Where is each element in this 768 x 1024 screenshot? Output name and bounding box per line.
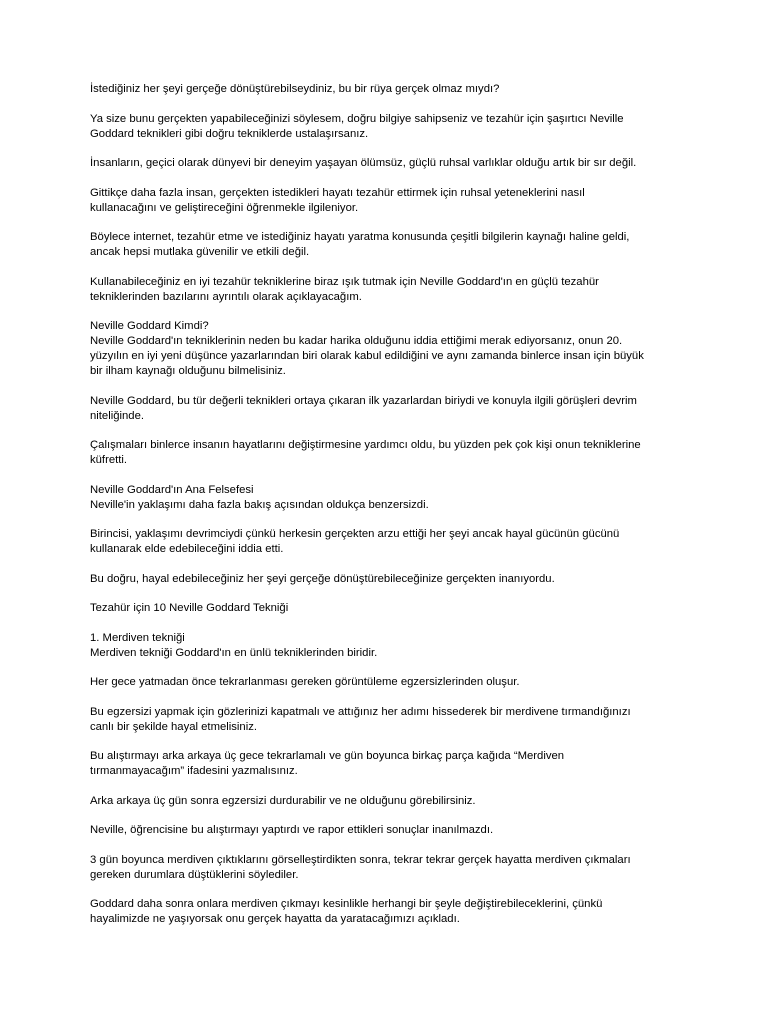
text-line: hayalimizde ne yaşıyorsak onu gerçek hayatta da yaratacağımızı açıkladı.	[90, 913, 460, 925]
paragraph	[90, 675, 680, 690]
paragraph	[90, 186, 680, 216]
text-line: Neville, öğrencisine bu alıştırmayı yaptırdı ve rapor ettikleri sonuçlar inanılmazdı.	[90, 824, 494, 836]
paragraph	[90, 749, 680, 779]
text-line: canlı bir şekilde hayal etmelisiniz.	[90, 720, 258, 733]
text-line: Ya size bunu gerçekten yapabileceğinizi söylesem, doğru bilgiye sahipseniz ve tezahür için şaşırtıcı Neville	[90, 112, 624, 125]
document-page	[90, 82, 680, 942]
text-line: Çalışmaları binlerce insanın hayatlarını değiştirmesine yardımcı oldu, bu yüzden pek çok kişi onun tekniklerine	[90, 439, 641, 451]
text-line: kullanarak elde edebileceğini iddia etti.	[90, 543, 284, 555]
paragraph	[90, 527, 680, 557]
text-line: gereken durumlara düştüklerini söylediler.	[90, 868, 299, 881]
paragraph	[90, 156, 680, 171]
text-line: küfretti.	[90, 454, 128, 466]
text-line: İstediğiniz her şeyi gerçeğe dönüştürebilseydiniz, bu bir rüya gerçek olmaz mıydı?	[90, 83, 500, 95]
text-line: Neville Goddard'ın Ana Felsefesi	[90, 483, 254, 496]
text-line: Goddard daha sonra onlara merdiven çıkmayı kesinlikle herhangi bir şeyle değiştirebileceklerini, çünkü	[90, 898, 603, 910]
paragraph	[90, 823, 680, 838]
text-line: İnsanların, geçici olarak dünyevi bir deneyim yaşayan ölümsüz, güçlü ruhsal varlıklar olduğu artık bir sır değil.	[90, 157, 637, 169]
text-line: Birincisi, yaklaşımı devrimciydi çünkü herkesin gerçekten arzu ettiği her şeyi ancak hayal gücünün gücünü	[90, 528, 620, 540]
text-line: 3 gün boyunca merdiven çıktıklarını görselleştirdikten sonra, tekrar tekrar gerçek hayatta merdiven çıkmaları	[90, 853, 631, 866]
text-line: Bu alıştırmayı arka arkaya üç gece tekrarlamalı ve gün boyunca birkaç parça kağıda “Merdiven	[90, 750, 565, 762]
text-line: Neville Goddard Kimdi?	[90, 320, 209, 332]
text-line: tırmanmayacağım” ifadesini yazmalısınız.	[90, 765, 298, 777]
text-line: kullanacağını ve geliştireceğini öğrenmekle ilgileniyor.	[90, 201, 359, 214]
text-line: Neville'in yaklaşımı daha fazla bakış açısından oldukça benzersizdi.	[90, 498, 429, 511]
paragraph	[90, 601, 680, 616]
paragraph	[90, 897, 680, 927]
paragraph	[90, 394, 680, 424]
paragraph	[90, 483, 680, 513]
paragraph	[90, 572, 680, 587]
text-line: bir ilham kaynağı olduğunu bilmelisiniz.	[90, 365, 286, 377]
text-line: tekniklerinden bazılarını ayrıntılı olarak açıklayacağım.	[90, 290, 362, 303]
text-line: 1. Merdiven tekniği	[90, 631, 185, 644]
text-line: Gittikçe daha fazla insan, gerçekten istedikleri hayatı tezahür ettirmek için ruhsal yeteneklerini nasıl	[90, 186, 585, 199]
text-line: Tezahür için 10 Neville Goddard Tekniği	[90, 602, 289, 614]
paragraph	[90, 275, 680, 305]
paragraph	[90, 705, 680, 735]
text-line: niteliğinde.	[90, 409, 145, 422]
text-line: Neville Goddard'ın tekniklerinin neden bu kadar harika olduğunu iddia ettiğimi merak ediyorsanız, onun 20.	[90, 335, 623, 347]
paragraph	[90, 438, 680, 468]
paragraph	[90, 319, 680, 379]
text-line: Her gece yatmadan önce tekrarlanması gereken görüntüleme egzersizlerinden oluşur.	[90, 676, 520, 688]
paragraph	[90, 112, 680, 142]
paragraph	[90, 82, 680, 97]
text-line: Arka arkaya üç gün sonra egzersizi durdurabilir ve ne olduğunu görebilirsiniz.	[90, 794, 476, 807]
text-line: Neville Goddard, bu tür değerli teknikleri ortaya çıkaran ilk yazarlardan biriydi ve konuyla ilgili görüşleri devrim	[90, 394, 637, 407]
text-line: Böylece internet, tezahür etme ve istediğiniz hayatı yaratma konusunda çeşitli bilgilerin kaynağı haline geldi,	[90, 231, 630, 243]
paragraph	[90, 631, 680, 661]
text-line: Bu egzersizi yapmak için gözlerinizi kapatmalı ve attığınız her adımı hissederek bir merdivene tırmandığınızı	[90, 705, 631, 718]
text-line: ancak hepsi mutlaka güvenilir ve etkili değil.	[90, 246, 310, 258]
text-line: Goddard teknikleri gibi doğru tekniklerde ustalaşırsanız.	[90, 127, 369, 140]
paragraph	[90, 230, 680, 260]
text-line: Bu doğru, hayal edebileceğiniz her şeyi gerçeğe dönüştürebileceğinize gerçekten inanıyordu.	[90, 572, 555, 585]
text-line: Merdiven tekniği Goddard'ın en ünlü tekniklerinden biridir.	[90, 646, 378, 659]
text-line: yüzyılın en iyi yeni düşünce yazarlarından biri olarak kabul edildiğini ve aynı zamanda binlerce insan için büyük	[90, 350, 644, 362]
paragraph	[90, 794, 680, 809]
paragraph	[90, 853, 680, 883]
text-line: Kullanabileceğiniz en iyi tezahür tekniklerine biraz ışık tutmak için Neville Goddard'ın en güçlü tezahür	[90, 275, 599, 288]
